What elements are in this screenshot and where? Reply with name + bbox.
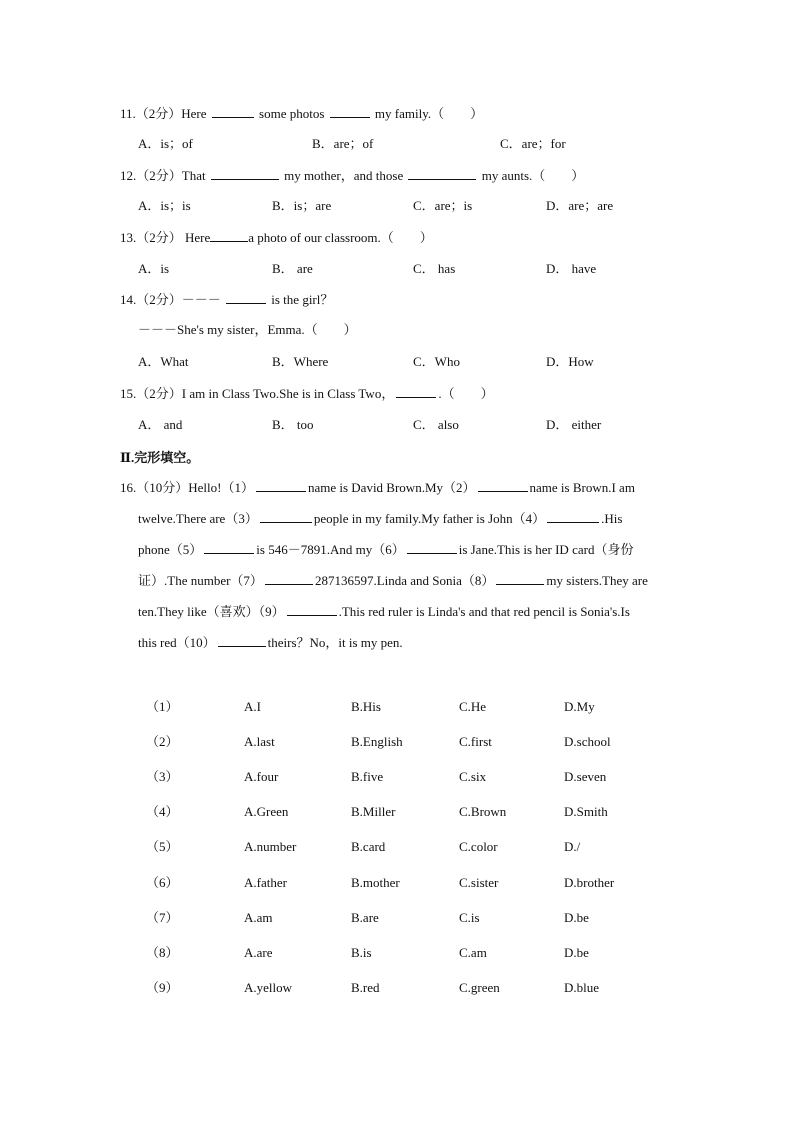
choice-number: （3） — [146, 769, 179, 784]
choice-option-a[interactable]: A.yellow — [244, 980, 293, 995]
cloze-blank-9 — [287, 602, 337, 616]
question-13-options — [0, 260, 794, 278]
choice-option-b[interactable]: B.mother — [351, 875, 400, 890]
choice-number: （4） — [146, 804, 179, 819]
choice-option-b[interactable]: B.red — [351, 980, 380, 995]
cloze-text: is 546－7891.And my（6） — [256, 542, 405, 557]
q13-option-c[interactable]: C． has — [413, 261, 456, 276]
choice-option-b[interactable]: B.His — [351, 699, 381, 714]
choice-row-4 — [0, 803, 794, 821]
q14-option-a[interactable]: A．What — [138, 354, 189, 369]
q15-text-pre: 15.（2分）I am in Class Two.She is in Class Two， — [120, 386, 395, 401]
q13-text-mid: a photo of our classroom.（ ） — [248, 230, 433, 245]
cloze-text: 287136597.Linda and Sonia（8） — [314, 573, 495, 588]
choice-row-7 — [0, 909, 794, 927]
choice-number: （5） — [146, 839, 179, 854]
question-12-stem — [120, 166, 584, 185]
choice-row-8 — [0, 944, 794, 962]
q11-blank-2 — [330, 104, 370, 118]
q14-blank-1 — [226, 290, 266, 304]
q15-option-b[interactable]: B． too — [272, 417, 314, 432]
cloze-blank-4 — [547, 509, 599, 523]
q12-option-d[interactable]: D．are；are — [546, 198, 614, 213]
q13-text-pre: 13.（2分） Here — [120, 230, 211, 245]
q15-option-c[interactable]: C． also — [413, 417, 459, 432]
choice-row-1 — [0, 698, 794, 716]
cloze-text: 证）.The number（7） — [138, 573, 263, 588]
cloze-text: ten.They like（喜欢）（9） — [138, 604, 285, 619]
cloze-line-3 — [138, 540, 678, 559]
choice-option-a[interactable]: A.last — [244, 734, 275, 749]
q12-option-c[interactable]: C．are；is — [413, 198, 473, 213]
q11-blank-1 — [212, 104, 254, 118]
choice-option-d[interactable]: D.school — [564, 734, 611, 749]
q14-option-c[interactable]: C．Who — [413, 354, 460, 369]
q13-option-b[interactable]: B． are — [272, 261, 313, 276]
choice-option-b[interactable]: B.is — [351, 945, 372, 960]
q12-blank-2 — [408, 166, 476, 180]
cloze-text: this red（10） — [138, 635, 216, 650]
q11-text-pre: 11.（2分）Here — [120, 106, 207, 121]
choice-option-c[interactable]: C.Brown — [459, 804, 507, 819]
cloze-blank-5 — [204, 540, 254, 554]
cloze-blank-3 — [260, 509, 312, 523]
choice-option-d[interactable]: D.be — [564, 945, 589, 960]
choice-option-b[interactable]: B.Miller — [351, 804, 396, 819]
choice-option-d[interactable]: D.blue — [564, 980, 600, 995]
choice-number: （6） — [146, 875, 179, 890]
question-15-options — [0, 416, 794, 434]
cloze-blank-7 — [265, 571, 313, 585]
choice-option-b[interactable]: B.are — [351, 910, 379, 925]
choice-option-c[interactable]: C.green — [459, 980, 500, 995]
question-14-stem — [120, 290, 333, 309]
q12-text-post: my aunts.（ ） — [481, 168, 585, 183]
choice-option-a[interactable]: A.am — [244, 910, 273, 925]
choice-option-a[interactable]: A.father — [244, 875, 287, 890]
choice-row-5 — [0, 838, 794, 856]
choice-option-a[interactable]: A.are — [244, 945, 273, 960]
q12-text-mid: my mother，and those — [284, 168, 404, 183]
q11-option-c[interactable]: C．are；for — [500, 136, 566, 151]
choice-number: （2） — [146, 734, 179, 749]
q13-blank-1 — [210, 228, 248, 242]
question-11-options — [0, 135, 794, 153]
q15-blank-1 — [396, 384, 436, 398]
cloze-line-5 — [138, 602, 678, 621]
cloze-line-1 — [120, 478, 635, 497]
choice-option-d[interactable]: D./ — [564, 839, 581, 854]
choice-row-9 — [0, 979, 794, 997]
q11-option-a[interactable]: A．is；of — [138, 136, 193, 151]
q14-option-b[interactable]: B．Where — [272, 354, 329, 369]
choice-option-c[interactable]: C.first — [459, 734, 492, 749]
q12-option-a[interactable]: A．is；is — [138, 198, 191, 213]
cloze-text: my sisters.They are — [546, 573, 648, 588]
cloze-blank-8 — [496, 571, 544, 585]
choice-option-b[interactable]: B.English — [351, 734, 403, 749]
q15-text-mid: .（ ） — [438, 386, 494, 401]
q11-text-mid: some photos — [259, 106, 325, 121]
choice-option-d[interactable]: D.be — [564, 910, 589, 925]
choice-option-a[interactable]: A.number — [244, 839, 297, 854]
q14-text-pre: 14.（2分）－－－ — [120, 292, 221, 307]
choice-number: （8） — [146, 945, 179, 960]
q14-option-d[interactable]: D．How — [546, 354, 594, 369]
cloze-line-4 — [138, 571, 678, 590]
choice-option-a[interactable]: A.Green — [244, 804, 289, 819]
question-12-options — [0, 197, 794, 215]
cloze-text: name is David Brown.My（2） — [307, 480, 476, 495]
cloze-text: .This red ruler is Linda's and that red pencil is Sonia's.Is — [338, 604, 630, 619]
cloze-text: people in my family.My father is John（4） — [313, 511, 546, 526]
section-title: Ⅱ.完形填空。 — [120, 450, 200, 465]
choice-number: （7） — [146, 910, 179, 925]
q15-option-d[interactable]: D． either — [546, 417, 602, 432]
cloze-text: is Jane.This is her ID card（身份 — [458, 542, 634, 557]
q11-text-post: my family.（ ） — [374, 106, 484, 121]
cloze-text: twelve.There are（3） — [138, 511, 258, 526]
q12-blank-1 — [211, 166, 279, 180]
choice-option-c[interactable]: C.is — [459, 910, 480, 925]
choice-option-c[interactable]: C.color — [459, 839, 498, 854]
choice-option-a[interactable]: A.I — [244, 699, 261, 714]
question-11-stem — [120, 104, 483, 123]
choice-number: （1） — [146, 699, 179, 714]
choice-option-c[interactable]: C.six — [459, 769, 487, 784]
q13-option-a[interactable]: A．is — [138, 261, 170, 276]
cloze-blank-1 — [256, 478, 306, 492]
cloze-text: 16.（10分）Hello!（1） — [120, 480, 254, 495]
q12-option-b[interactable]: B．is；are — [272, 198, 332, 213]
cloze-text: theirs？No，it is my pen. — [267, 635, 403, 650]
choice-option-c[interactable]: C.He — [459, 699, 487, 714]
choice-row-2 — [0, 733, 794, 751]
choice-option-c[interactable]: C.sister — [459, 875, 499, 890]
cloze-text: .His — [601, 511, 623, 526]
q14-text-mid: is the girl？ — [271, 292, 334, 307]
cloze-blank-10 — [218, 633, 266, 647]
cloze-text: name is Brown.I am — [529, 480, 635, 495]
choice-option-d[interactable]: D.My — [564, 699, 595, 714]
cloze-line-2 — [138, 509, 678, 528]
question-15-stem — [120, 384, 494, 403]
q12-text-pre: 12.（2分）That — [120, 168, 206, 183]
cloze-blank-2 — [478, 478, 528, 492]
choice-option-d[interactable]: D.Smith — [564, 804, 608, 819]
q11-option-b[interactable]: B．are；of — [312, 136, 374, 151]
choice-option-d[interactable]: D.seven — [564, 769, 607, 784]
cloze-text: phone（5） — [138, 542, 203, 557]
cloze-blank-6 — [407, 540, 457, 554]
choice-row-6 — [0, 874, 794, 892]
choice-option-a[interactable]: A.four — [244, 769, 279, 784]
q13-option-d[interactable]: D． have — [546, 261, 597, 276]
choice-option-b[interactable]: B.five — [351, 769, 384, 784]
choice-row-3 — [0, 768, 794, 786]
choice-option-d[interactable]: D.brother — [564, 875, 615, 890]
choice-option-b[interactable]: B.card — [351, 839, 386, 854]
question-13-stem — [120, 228, 433, 247]
choice-option-c[interactable]: C.am — [459, 945, 487, 960]
cloze-line-6 — [138, 633, 678, 652]
question-14-options — [0, 353, 794, 371]
choice-number: （9） — [146, 980, 179, 995]
q15-option-a[interactable]: A． and — [138, 417, 183, 432]
question-14-response: －－－She's my sister，Emma.（ ） — [138, 322, 357, 337]
